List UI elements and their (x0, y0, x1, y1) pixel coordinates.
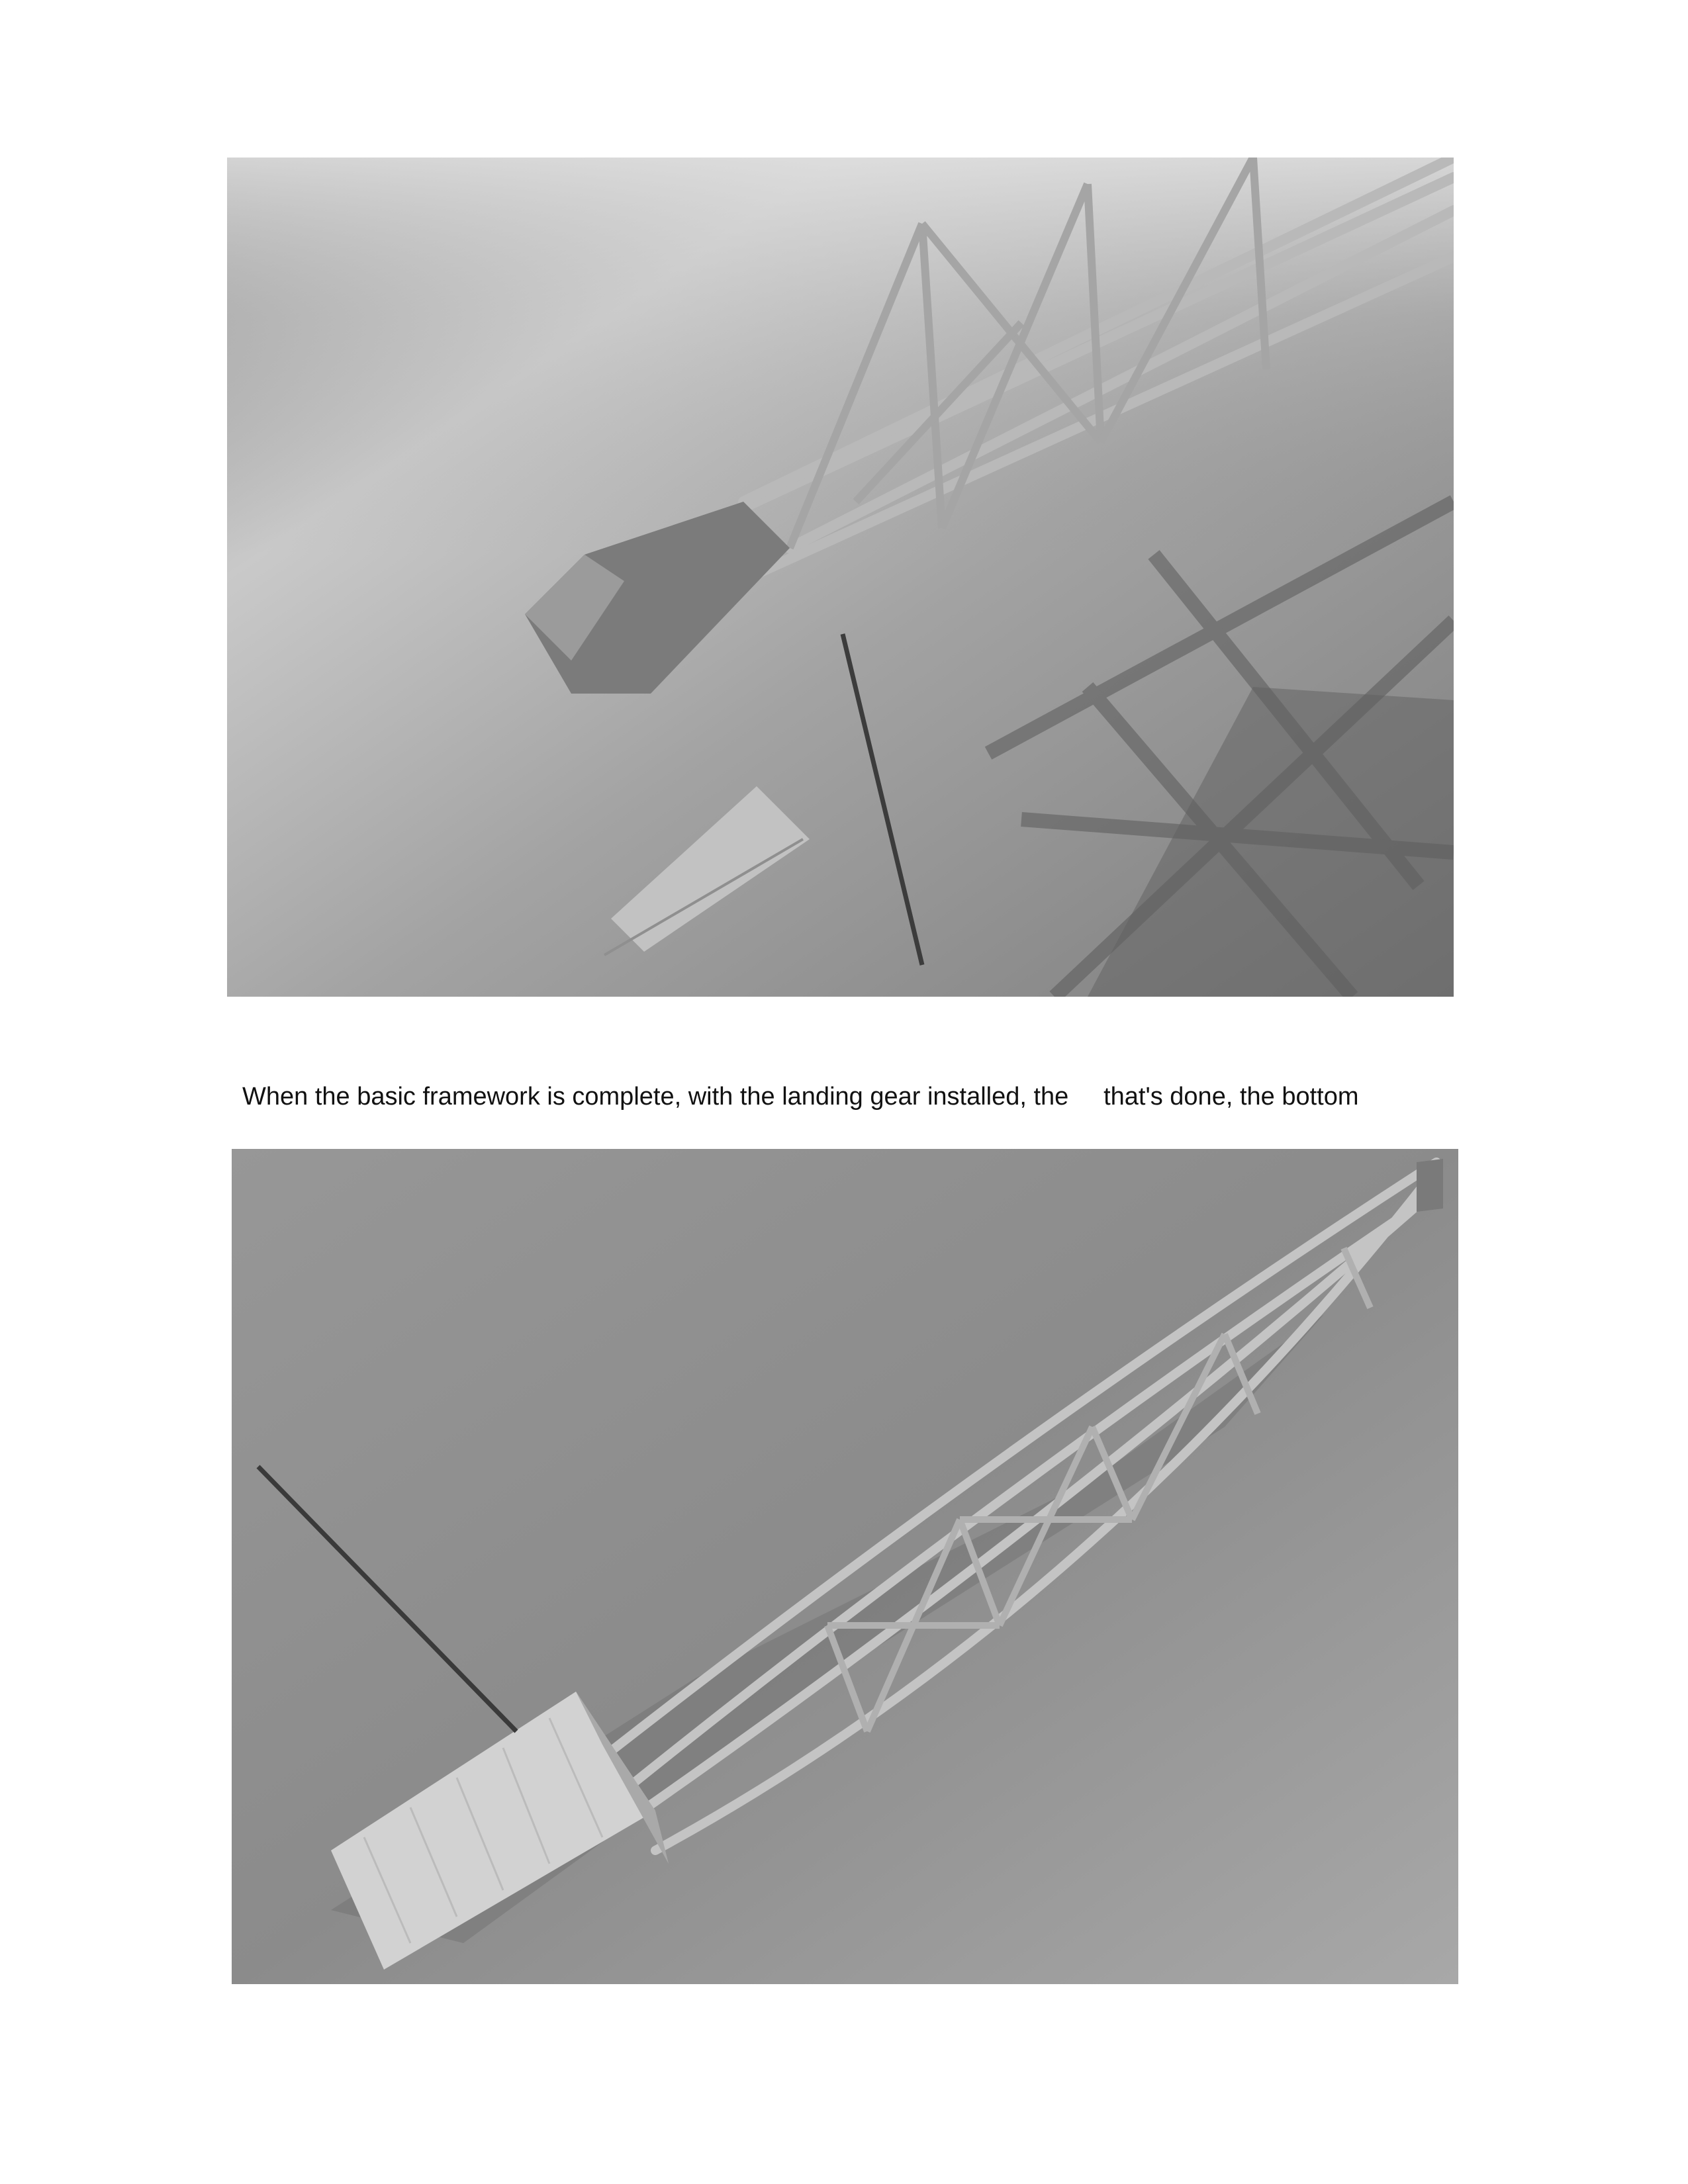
fuselage-framework-image (227, 158, 1454, 997)
fuselage-sheeted-nose-photo (232, 1149, 1458, 1984)
fuselage-framework-photo (227, 158, 1454, 997)
fuselage-sheeted-nose-image (232, 1149, 1458, 1984)
caption-line-1: When the basic framework is complete, with the landing gear installed, the that's done, the bottom (242, 1083, 1359, 1111)
